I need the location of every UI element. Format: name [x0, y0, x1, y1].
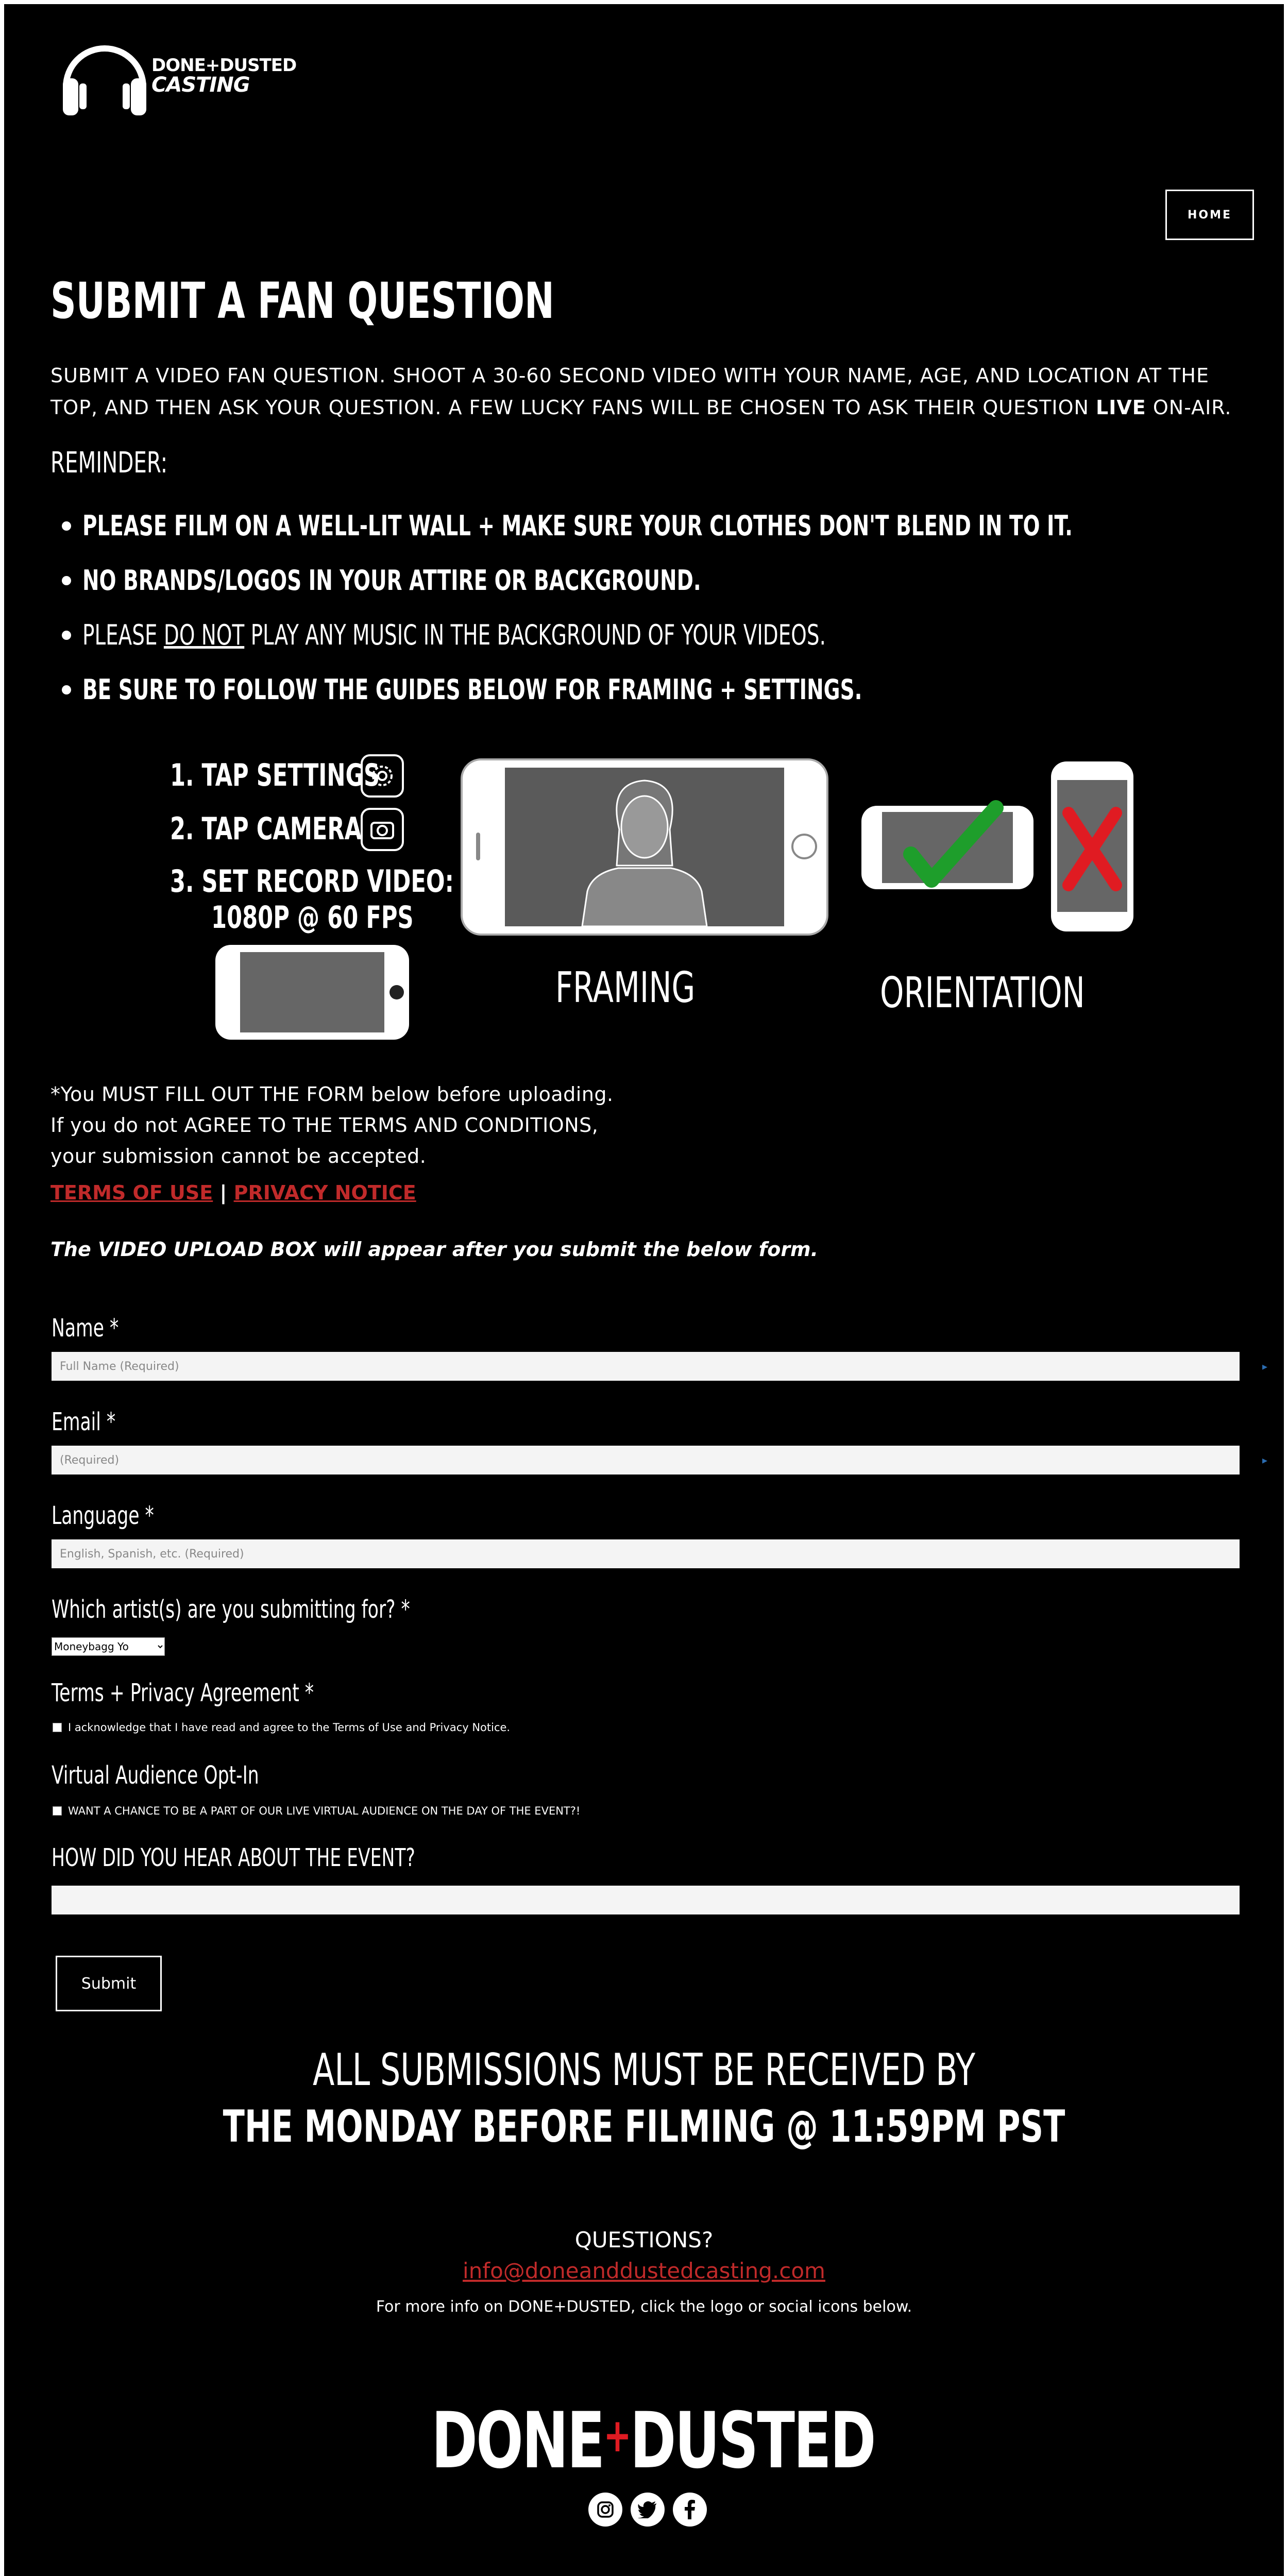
person-silhouette-icon [505, 768, 784, 926]
twitter-icon[interactable] [631, 2493, 665, 2527]
notice-line: *You MUST FILL OUT THE FORM below before uploading. [50, 1083, 614, 1106]
reminder-heading: REMINDER: [50, 446, 168, 480]
instagram-icon[interactable] [588, 2493, 622, 2527]
framing-caption: FRAMING [555, 963, 696, 1012]
artist-select[interactable] [52, 1637, 165, 1656]
deadline-line-1: ALL SUBMISSIONS MUST BE RECEIVED BY [312, 2044, 976, 2096]
optin-label: Virtual Audience Opt-In [52, 1761, 259, 1790]
guide-step-3: 3. SET RECORD VIDEO: [170, 863, 454, 900]
bullet-dot [62, 576, 71, 585]
upload-note: The VIDEO UPLOAD BOX will appear after you submit the below form. [50, 1238, 819, 1261]
bullet-text-underlined: DO NOT [163, 619, 245, 651]
name-input[interactable] [52, 1352, 1240, 1381]
page-title: SUBMIT A FAN QUESTION [50, 272, 554, 330]
autofill-icon: ▸ [1262, 1360, 1268, 1372]
deadline-line-2: THE MONDAY BEFORE FILMING @ 11:59PM PST [223, 2101, 1065, 2153]
language-label: Language * [52, 1501, 154, 1530]
bullet-text-post: PLAY ANY MUSIC IN THE BACKGROUND OF YOUR VIDEOS. [244, 619, 826, 651]
headphones-icon [56, 23, 154, 121]
optin-checkbox-label: WANT A CHANCE TO BE A PART OF OUR LIVE VIRTUAL AUDIENCE ON THE DAY OF THE EVENT?! [68, 1805, 581, 1817]
page-frame [4, 4, 1284, 2576]
email-label: Email * [52, 1408, 116, 1436]
privacy-notice-link[interactable]: PRIVACY NOTICE [233, 1181, 416, 1204]
footer-logo-plus: + [603, 2409, 631, 2463]
bullet-dot [62, 521, 71, 531]
submit-button[interactable]: Submit [56, 1956, 162, 2011]
bullet-dot [62, 631, 71, 640]
guide-step-3-value: 1080P @ 60 FPS [211, 900, 414, 936]
settings-phone-illustration [215, 945, 409, 1040]
intro-text-2: ON-AIR. [1146, 396, 1232, 419]
terms-of-use-link[interactable]: TERMS OF USE [50, 1181, 213, 1204]
camera-settings-icon [361, 808, 404, 851]
logo-wordmark[interactable] [151, 56, 296, 95]
guide-step-1: 1. TAP SETTINGS [170, 757, 380, 793]
more-info-text: For more info on DONE+DUSTED, click the logo or social icons below. [376, 2298, 912, 2316]
logo-line-1: DONE+DUSTED [151, 55, 297, 76]
facebook-icon[interactable] [673, 2493, 707, 2527]
reminder-bullet [62, 673, 1165, 707]
notice-line: If you do not AGREE TO THE TERMS AND CONDITIONS, [50, 1114, 599, 1137]
footer-logo[interactable] [431, 2396, 875, 2486]
home-button[interactable]: HOME [1165, 190, 1254, 240]
footer-logo-right: DUSTED [630, 2396, 875, 2486]
reminder-bullet [62, 509, 1284, 543]
checkmark-icon [901, 798, 1004, 895]
link-separator: | [219, 1181, 227, 1204]
x-mark-icon [1058, 803, 1126, 895]
bullet-dot [62, 685, 71, 694]
autofill-icon: ▸ [1262, 1454, 1268, 1466]
hear-about-label: HOW DID YOU HEAR ABOUT THE EVENT? [52, 1843, 415, 1872]
bullet-text: BE SURE TO FOLLOW THE GUIDES BELOW FOR FRAMING + SETTINGS. [82, 673, 862, 706]
legal-links [50, 1180, 416, 1206]
contact-email-text[interactable]: info@doneanddustedcasting.com [463, 2258, 825, 2283]
bullet-text [82, 618, 826, 652]
logo-line-2: CASTING [151, 73, 250, 97]
reminder-bullet [62, 564, 942, 598]
terms-checkbox[interactable] [53, 1723, 62, 1732]
hear-about-input[interactable] [52, 1886, 1240, 1914]
intro-text-1: SUBMIT A VIDEO FAN QUESTION. SHOOT A 30-60 SECOND VIDEO WITH YOUR NAME, AGE, AND LOCATION AT THE TOP, AND THEN ASK YOUR QUESTION. A FEW LUCKY FANS WILL BE CHOSEN TO ASK THEIR QUESTION [50, 364, 1209, 419]
contact-email-link[interactable] [4, 2257, 1284, 2285]
reminder-bullet [62, 618, 1115, 652]
footer-logo-left: DONE [431, 2396, 604, 2486]
intro-paragraph [50, 360, 1246, 423]
bullet-text: NO BRANDS/LOGOS IN YOUR ATTIRE OR BACKGROUND. [82, 564, 701, 597]
optin-checkbox[interactable] [53, 1806, 62, 1816]
orientation-caption: ORIENTATION [880, 969, 1085, 1018]
email-input[interactable] [52, 1446, 1240, 1475]
bullet-text: PLEASE FILM ON A WELL-LIT WALL + MAKE SURE YOUR CLOTHES DON'T BLEND IN TO IT. [82, 510, 1073, 542]
guide-step-2: 2. TAP CAMERA [170, 811, 362, 847]
notice-line: your submission cannot be accepted. [50, 1145, 427, 1167]
terms-label: Terms + Privacy Agreement * [52, 1679, 314, 1707]
terms-checkbox-label: I acknowledge that I have read and agree to the Terms of Use and Privacy Notice. [68, 1721, 511, 1734]
bullet-text-pre: PLEASE [82, 619, 164, 651]
settings-gear-icon [361, 754, 404, 798]
framing-phone-illustration [461, 758, 828, 936]
form-notice [50, 1079, 614, 1172]
name-label: Name * [52, 1314, 119, 1343]
language-input[interactable] [52, 1539, 1240, 1568]
artist-label: Which artist(s) are you submitting for? * [52, 1595, 410, 1624]
intro-live: LIVE [1096, 396, 1146, 419]
questions-heading: QUESTIONS? [574, 2227, 714, 2252]
